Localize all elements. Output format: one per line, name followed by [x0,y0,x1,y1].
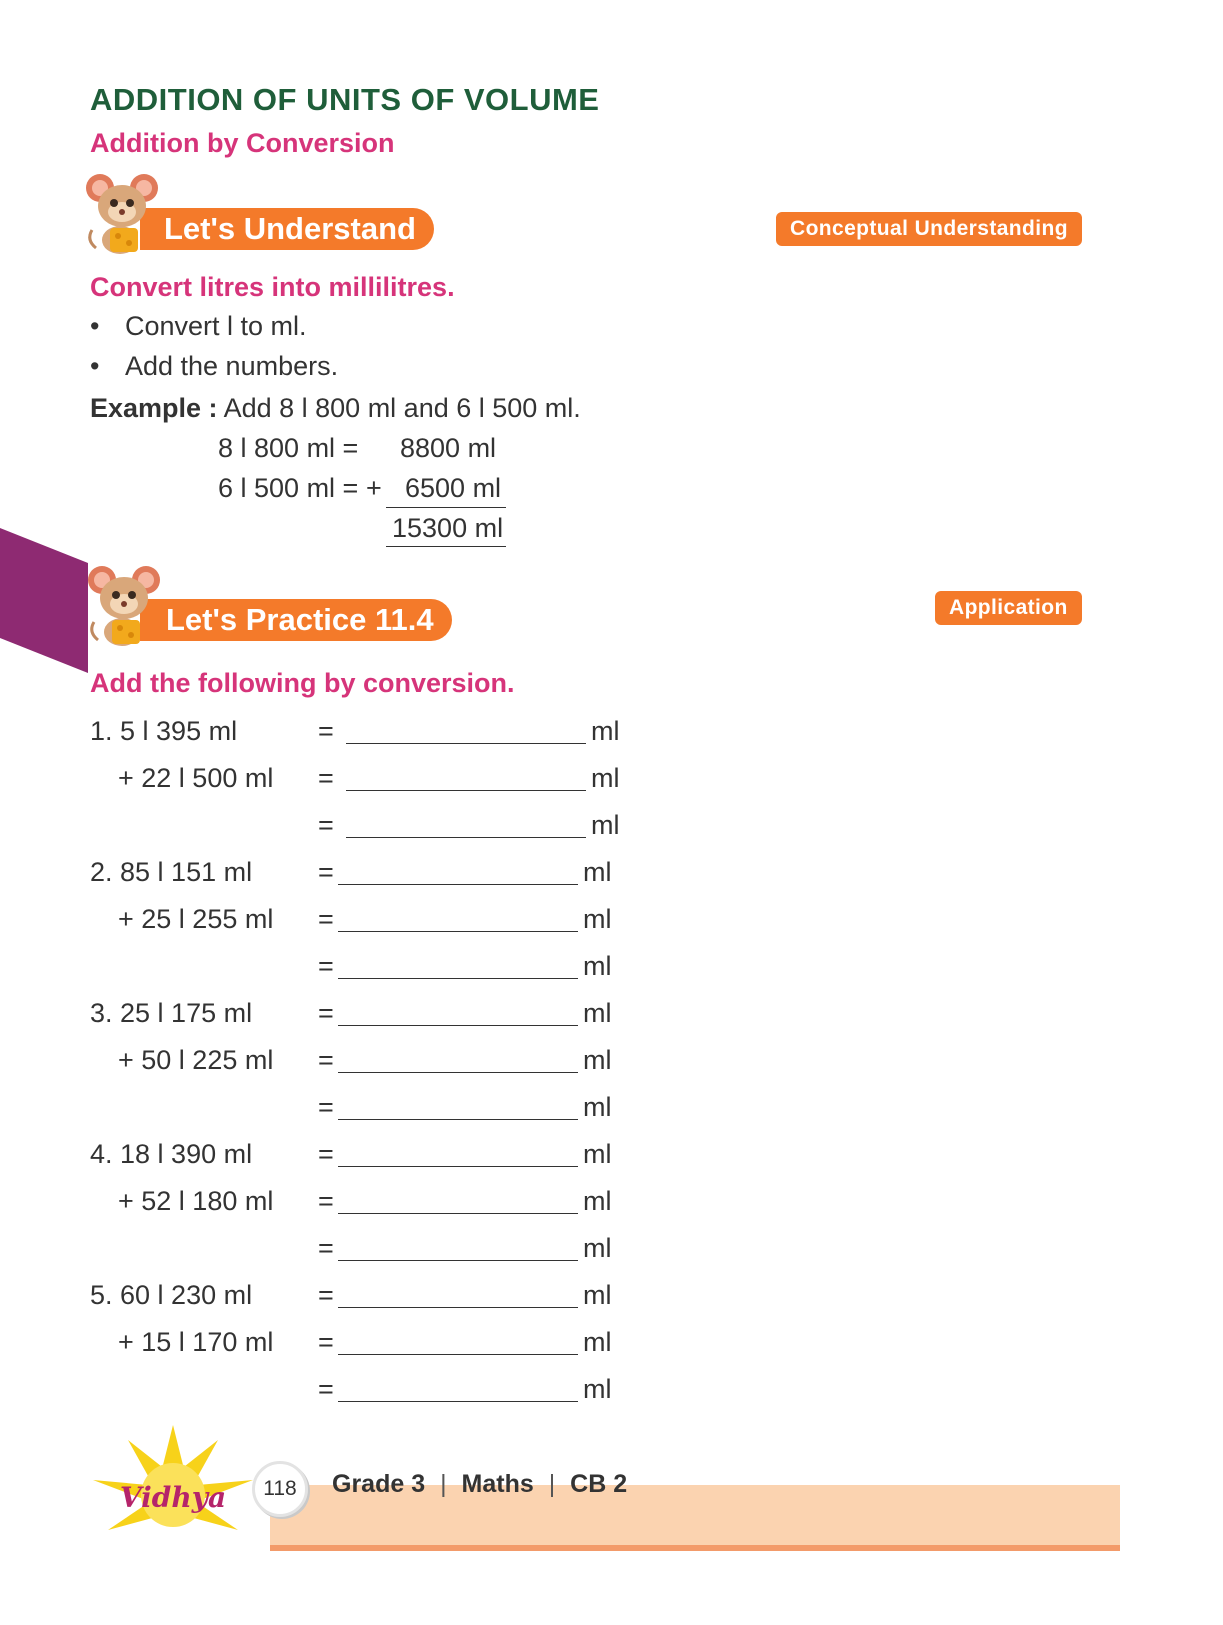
answer-blank[interactable] [338,1072,578,1073]
equals-sign: = [318,1280,334,1310]
answer-blank[interactable] [338,1354,578,1355]
equals-sign: = [318,857,334,887]
practice-instruction: Add the following by conversion. [90,668,515,698]
answer-blank[interactable] [338,1166,578,1167]
unit-label: ml [583,1092,612,1122]
unit-label: ml [583,1186,612,1216]
unit-label: ml [591,716,620,746]
example-row-right: 8800 ml [400,433,497,463]
problem-first-term: 3. 25 l 175 ml [90,998,253,1028]
page-number-circle [252,1461,308,1517]
unit-label: ml [583,1233,612,1263]
problem-second-term: + 25 l 255 ml [118,904,274,934]
equals-sign: = [318,951,334,981]
footer-separator: | [440,1470,447,1498]
unit-label: ml [583,1139,612,1169]
equals-sign: = [318,998,334,1028]
page-title: ADDITION OF UNITS OF VOLUME [90,82,600,117]
unit-label: ml [583,1280,612,1310]
footer-book: CB 2 [570,1470,628,1498]
unit-label: ml [583,1327,612,1357]
equals-sign: = [318,1092,334,1122]
step-item: • Add the numbers. [90,351,339,381]
problem-second-term: + 15 l 170 ml [118,1327,274,1357]
unit-label: ml [583,857,612,887]
equals-sign: = [318,1186,334,1216]
equals-sign: = [318,1139,334,1169]
answer-blank[interactable] [346,790,586,791]
problem-first-term: 5. 60 l 230 ml [90,1280,253,1310]
mouse-mascot-icon [84,170,164,256]
equals-sign: = [318,1045,334,1075]
equals-sign: = [318,1327,334,1357]
lets-understand-banner [140,208,434,250]
understand-instruction: Convert litres into millilitres. [90,272,455,302]
unit-label: ml [583,904,612,934]
plus-sign: + [366,473,382,503]
equals-sign: = [318,763,334,793]
unit-label: ml [591,810,620,840]
sum-underline [386,546,506,547]
unit-label: ml [583,998,612,1028]
section-subtitle: Addition by Conversion [90,128,395,158]
answer-blank[interactable] [338,1025,578,1026]
footer-accent-line [270,1545,1120,1551]
problem-first-term: 1. 5 l 395 ml [90,716,238,746]
answer-blank[interactable] [338,1307,578,1308]
example-text: Add 8 l 800 ml and 6 l 500 ml. [223,393,581,423]
page-number: 118 [263,1477,297,1500]
problem-first-term: 4. 18 l 390 ml [90,1139,253,1169]
answer-blank[interactable] [346,837,586,838]
example-row-left: 6 l 500 ml = [218,473,359,503]
unit-label: ml [591,763,620,793]
equals-sign: = [318,1233,334,1263]
side-tab-decoration [0,528,88,673]
equals-sign: = [318,904,334,934]
answer-blank[interactable] [338,1260,578,1261]
answer-blank[interactable] [338,884,578,885]
answer-blank[interactable] [338,978,578,979]
unit-label: ml [583,951,612,981]
bullet-icon: • [90,351,100,381]
problem-first-term: 2. 85 l 151 ml [90,857,253,887]
mouse-mascot-icon [86,562,166,648]
example-total: 15300 ml [392,513,504,543]
application-tag: Application [935,591,1082,625]
answer-blank[interactable] [346,743,586,744]
sum-line [386,507,506,508]
equals-sign: = [318,716,334,746]
problem-second-term: + 22 l 500 ml [118,763,274,793]
example-row-right: 6500 ml [405,473,502,503]
example-label: Example : [90,393,218,423]
problem-second-term: + 50 l 225 ml [118,1045,274,1075]
example-row-left: 8 l 800 ml = [218,433,359,463]
answer-blank[interactable] [338,931,578,932]
answer-blank[interactable] [338,1213,578,1214]
answer-blank[interactable] [338,1401,578,1402]
problem-second-term: + 52 l 180 ml [118,1186,274,1216]
sun-logo-icon [88,1425,258,1540]
logo-text: Vidhya [119,1481,227,1514]
unit-label: ml [583,1374,612,1404]
footer-info [332,1470,627,1499]
lets-understand-label: Let's Understand [164,211,416,246]
lets-practice-label: Let's Practice 11.4 [166,602,434,637]
unit-label: ml [583,1045,612,1075]
footer-grade: Grade 3 [332,1470,426,1498]
bullet-icon: • [90,311,100,341]
step-item: • Convert l to ml. [90,311,307,341]
lets-practice-banner [140,599,452,641]
equals-sign: = [318,1374,334,1404]
example-line [90,393,581,424]
answer-blank[interactable] [338,1119,578,1120]
conceptual-understanding-tag: Conceptual Understanding [776,212,1082,246]
equals-sign: = [318,810,334,840]
footer-separator: | [548,1470,556,1498]
footer-subject: Maths [461,1470,534,1498]
